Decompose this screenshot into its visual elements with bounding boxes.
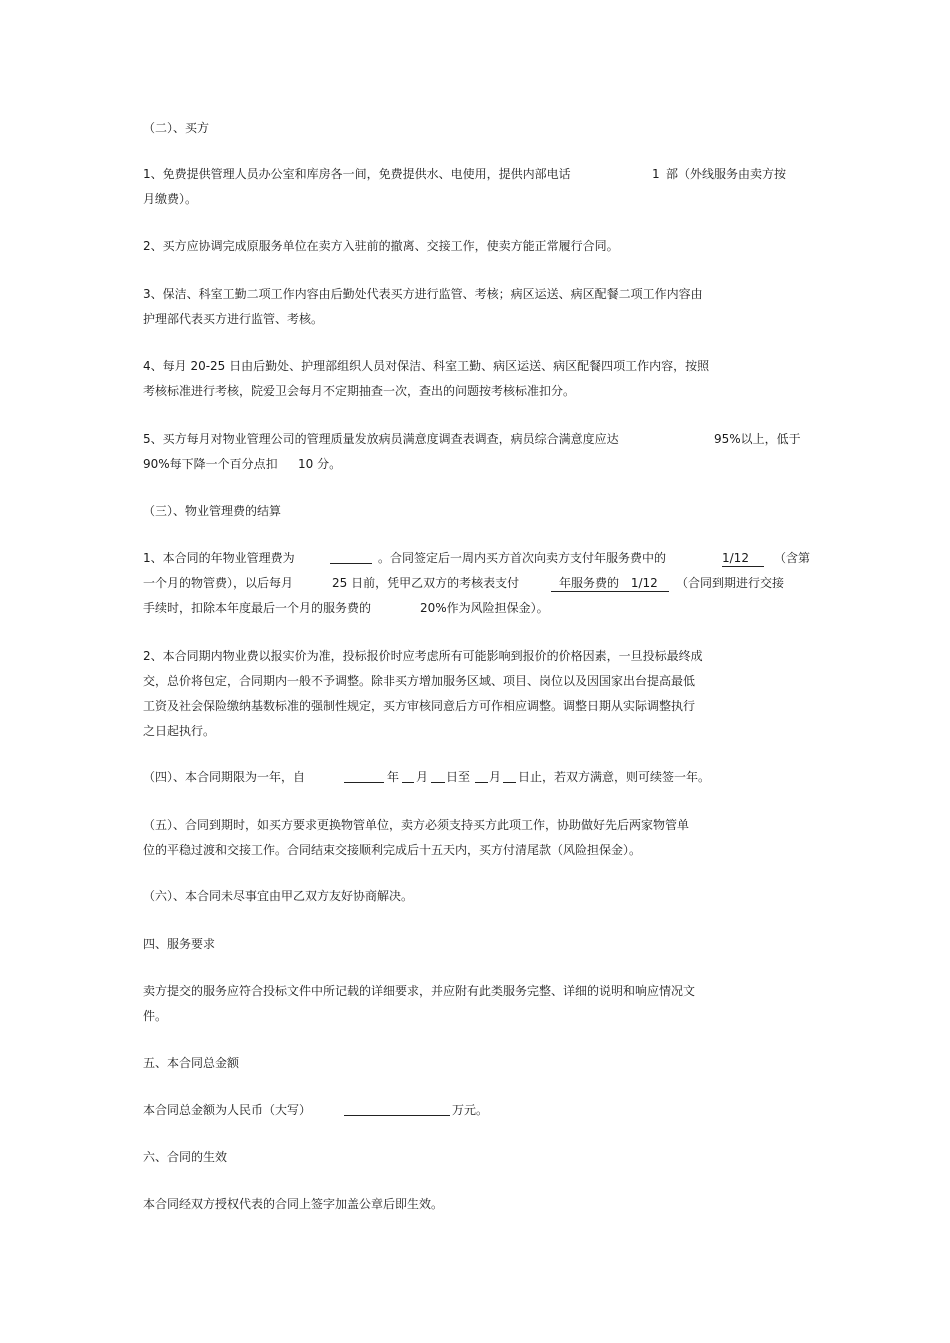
expire-clause-line2: 位的平稳过渡和交接工作。合同结束交接顺利完成后十五天内，买方付清尾款（风险担保金）。	[143, 843, 642, 857]
fee-clause-1-line2a: 一个月的物管费），以后每月	[143, 576, 294, 590]
amount-unit: 万元。	[452, 1103, 489, 1117]
buyer-clause-4-line1: 4、每月 20-25 日由后勤处、护理部组织人员对保洁、科室工勤、病区运送、病区配餐四项工作内容，按照	[143, 359, 710, 373]
buyer-clause-4-line2: 考核标准进行考核，院爱卫会每月不定期抽查一次，查出的问题按考核标准扣分。	[143, 384, 576, 398]
service-line2: 件。	[143, 1009, 168, 1023]
fee-clause-1-line1a: 1、本合同的年物业管理费为	[143, 551, 295, 565]
fee-clause-1-fraction: 1/12	[722, 550, 764, 567]
buyer-clause-5-line1: 5、买方每月对物业管理公司的管理质量发放病员满意度调查表调查，病员综合满意度应达	[143, 432, 619, 446]
term-day-to-label: 日至	[446, 770, 471, 784]
buyer-clause-3-line1: 3、保洁、科室工勤二项工作内容由后勤处代表买方进行监管、考核；病区运送、病区配餐二项工作内容由	[143, 287, 703, 301]
fee-clause-1-underline-group	[551, 575, 669, 592]
section-heading-amount: 五、本合同总金额	[143, 1056, 240, 1070]
section-heading-fee: （三）、物业管理费的结算	[143, 504, 282, 518]
fee-clause-1-line1c: （含第	[774, 551, 811, 565]
fee-clause-2-line1: 2、本合同期内物业费以报实价为准，投标报价时应考虑所有可能影响到报价的价格因素，一旦投标最终成	[143, 649, 703, 663]
buyer-clause-5-percent: 95%以上，低于	[714, 432, 801, 446]
fee-clause-1-line2b: 年服务费的	[559, 576, 620, 590]
buyer-clause-3-line2: 护理部代表买方进行监管、考核。	[143, 312, 324, 326]
term-start-month-blank	[402, 769, 414, 783]
buyer-clause-5-line2a: 90%每下降一个百分点扣	[143, 457, 278, 471]
term-start-day-blank	[431, 769, 445, 783]
fee-clause-1-line2c: （合同到期进行交接	[676, 576, 785, 590]
amount-blank	[344, 1102, 450, 1116]
fee-clause-2-line4: 之日起执行。	[143, 724, 216, 738]
amount-label: 本合同总金额为人民币（大写）	[143, 1103, 312, 1117]
term-start-year-blank	[344, 769, 384, 783]
buyer-clause-5-line2b: 10 分。	[298, 457, 342, 471]
term-month2-label: 月	[489, 770, 502, 784]
fee-clause-1-line3a: 手续时，扣除本年度最后一个月的服务费的	[143, 601, 372, 615]
buyer-clause-1-tail: 部（外线服务由卖方按	[666, 167, 787, 181]
buyer-clause-2: 2、买方应协调完成原服务单位在卖方入驻前的撤离、交接工作，使卖方能正常履行合同。	[143, 239, 619, 253]
effect-line1: 本合同经双方授权代表的合同上签字加盖公章后即生效。	[143, 1197, 444, 1211]
fee-clause-1-fraction2: 1/12	[630, 576, 658, 590]
fee-clause-1-line1b: 。合同签定后一周内买方首次向卖方支付年服务费中的	[378, 551, 667, 565]
section-heading-effect: 六、合同的生效	[143, 1150, 228, 1164]
term-end-label: 日止，若双方满意，则可续签一年。	[518, 770, 711, 784]
term-end-day-blank	[503, 769, 516, 783]
buyer-clause-1-number: 1	[652, 167, 660, 181]
fee-clause-1-day: 25 日前，凭甲乙双方的考核表支付	[332, 576, 520, 590]
section-heading-service: 四、服务要求	[143, 937, 216, 951]
term-end-month-blank	[475, 769, 488, 783]
section-heading-buyer: （二）、买方	[143, 121, 210, 135]
misc-clause: （六）、本合同未尽事宜由甲乙双方友好协商解决。	[143, 889, 414, 903]
term-clause-a: （四）、本合同期限为一年，自	[143, 770, 306, 784]
annual-fee-blank	[330, 550, 372, 564]
fee-clause-2-line3: 工资及社会保险缴纳基数标准的强制性规定，买方审核同意后方可作相应调整。调整日期从实际调整执行	[143, 699, 696, 713]
buyer-clause-1-line1: 1、免费提供管理人员办公室和库房各一间，免费提供水、电使用，提供内部电话	[143, 167, 571, 181]
fee-clause-2-line2: 交，总价将包定，合同期内一般不予调整。除非买方增加服务区域、项目、岗位以及因国家出台提高最低	[143, 674, 696, 688]
fee-clause-1-line3b: 20%作为风险担保金）。	[420, 601, 549, 615]
term-year-label: 年	[387, 770, 400, 784]
buyer-clause-1-line2: 月缴费）。	[143, 192, 198, 206]
expire-clause-line1: （五）、合同到期时，如买方要求更换物管单位，卖方必须支持买方此项工作，协助做好先后两家物管单	[143, 818, 690, 832]
term-month-label: 月	[416, 770, 429, 784]
service-line1: 卖方提交的服务应符合投标文件中所记载的详细要求，并应附有此类服务完整、详细的说明和响应情况文	[143, 984, 696, 998]
